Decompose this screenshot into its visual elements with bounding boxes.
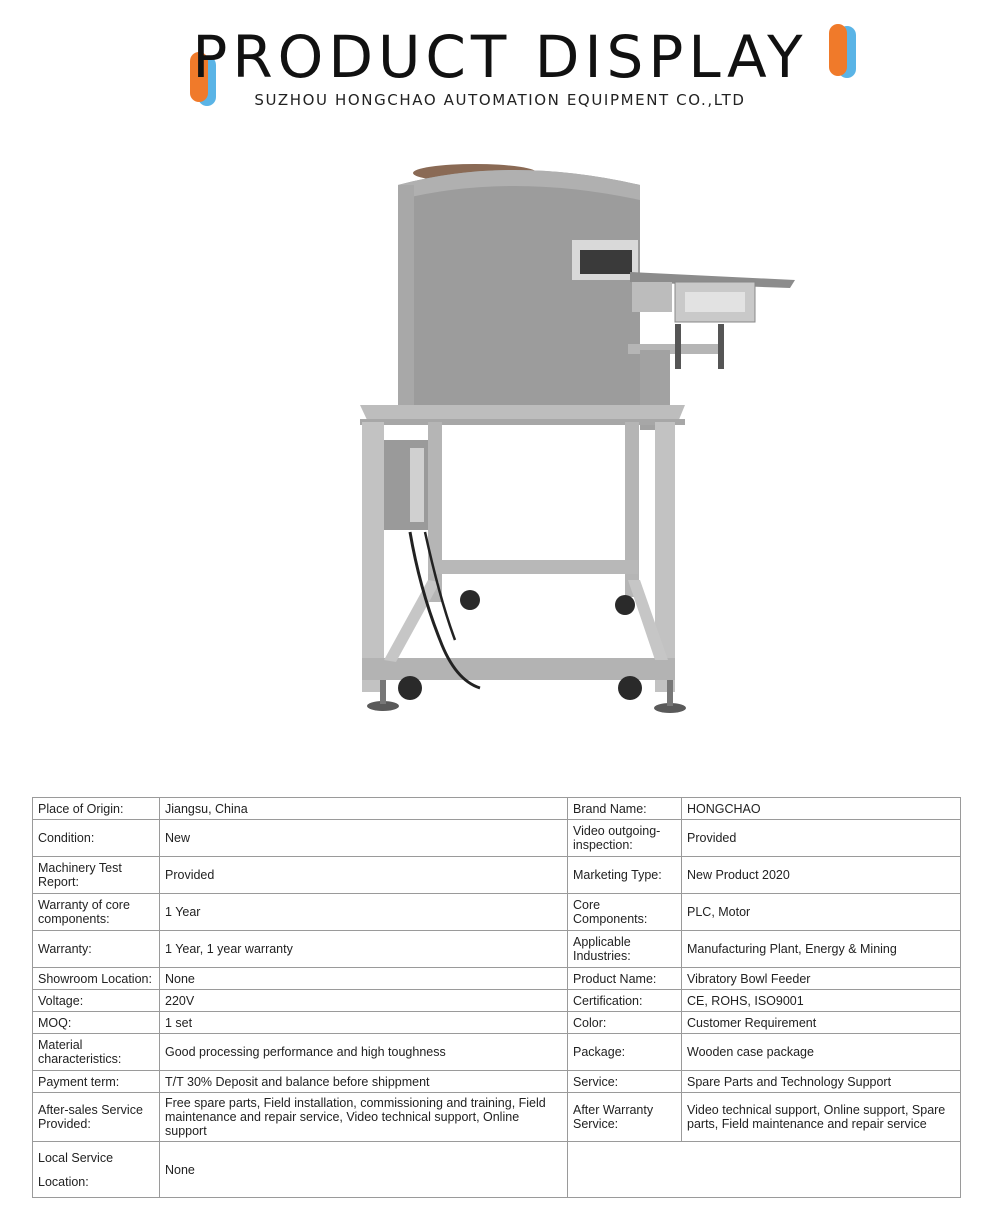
spec-value: Manufacturing Plant, Energy & Mining bbox=[682, 931, 961, 968]
spec-value: HONGCHAO bbox=[682, 798, 961, 820]
spec-label: MOQ: bbox=[33, 1012, 160, 1034]
spec-value: Spare Parts and Technology Support bbox=[682, 1071, 961, 1093]
spec-label: Payment term: bbox=[33, 1071, 160, 1093]
table-row bbox=[33, 990, 961, 1012]
spec-value: CE, ROHS, ISO9001 bbox=[682, 990, 961, 1012]
company-name: SUZHOU HONGCHAO AUTOMATION EQUIPMENT CO.,LTD bbox=[254, 91, 746, 109]
spec-label: Product Name: bbox=[568, 968, 682, 990]
spec-label: Service: bbox=[568, 1071, 682, 1093]
spec-label: Material characteristics: bbox=[33, 1034, 160, 1071]
table-row bbox=[33, 820, 961, 857]
header bbox=[0, 0, 1000, 120]
spec-label: Voltage: bbox=[33, 990, 160, 1012]
table-row bbox=[33, 1071, 961, 1093]
spec-label: Brand Name: bbox=[568, 798, 682, 820]
spec-value: Free spare parts, Field installation, commissioning and training, Field maintenance and repair service, Video technical support, Online support bbox=[160, 1093, 568, 1142]
spec-value: Vibratory Bowl Feeder bbox=[682, 968, 961, 990]
spec-label: Condition: bbox=[33, 820, 160, 857]
spec-label: Local Service Location: bbox=[33, 1142, 160, 1198]
spec-value: New Product 2020 bbox=[682, 857, 961, 894]
spec-label: Core Components: bbox=[568, 894, 682, 931]
table-row bbox=[33, 1034, 961, 1071]
table-row bbox=[33, 1142, 961, 1198]
spec-value: Jiangsu, China bbox=[160, 798, 568, 820]
spec-value: New bbox=[160, 820, 568, 857]
pill-accent-right-icon bbox=[826, 22, 862, 82]
table-row bbox=[33, 968, 961, 990]
spec-value: None bbox=[160, 1142, 568, 1198]
spec-value: None bbox=[160, 968, 568, 990]
spec-value: 220V bbox=[160, 990, 568, 1012]
spec-label: Video outgoing-inspection: bbox=[568, 820, 682, 857]
empty-cell bbox=[568, 1142, 961, 1198]
spec-label: Applicable Industries: bbox=[568, 931, 682, 968]
spec-label: Warranty: bbox=[33, 931, 160, 968]
spec-label: Showroom Location: bbox=[33, 968, 160, 990]
table-row bbox=[33, 857, 961, 894]
spec-value: PLC, Motor bbox=[682, 894, 961, 931]
spec-label: Place of Origin: bbox=[33, 798, 160, 820]
spec-label: Warranty of core components: bbox=[33, 894, 160, 931]
spec-label: Package: bbox=[568, 1034, 682, 1071]
product-photo bbox=[250, 140, 810, 750]
specification-table bbox=[32, 797, 961, 1198]
spec-value: T/T 30% Deposit and balance before shippment bbox=[160, 1071, 568, 1093]
spec-value: 1 Year, 1 year warranty bbox=[160, 931, 568, 968]
spec-label: Machinery Test Report: bbox=[33, 857, 160, 894]
spec-value: 1 Year bbox=[160, 894, 568, 931]
spec-value: Wooden case package bbox=[682, 1034, 961, 1071]
spec-value: Provided bbox=[160, 857, 568, 894]
table-row bbox=[33, 931, 961, 968]
table-row bbox=[33, 1012, 961, 1034]
table-row bbox=[33, 798, 961, 820]
table-row bbox=[33, 1093, 961, 1142]
spec-label: Color: bbox=[568, 1012, 682, 1034]
table-row bbox=[33, 894, 961, 931]
spec-label: After-sales Service Provided: bbox=[33, 1093, 160, 1142]
spec-value: Customer Requirement bbox=[682, 1012, 961, 1034]
spec-label: After Warranty Service: bbox=[568, 1093, 682, 1142]
spec-value: Video technical support, Online support, Spare parts, Field maintenance and repair service bbox=[682, 1093, 961, 1142]
spec-label: Marketing Type: bbox=[568, 857, 682, 894]
spec-value: 1 set bbox=[160, 1012, 568, 1034]
page-title: PRODUCT DISPLAY bbox=[192, 23, 808, 91]
spec-value: Good processing performance and high toughness bbox=[160, 1034, 568, 1071]
spec-label: Certification: bbox=[568, 990, 682, 1012]
vibratory-bowl-feeder-photo-icon bbox=[360, 164, 795, 713]
spec-value: Provided bbox=[682, 820, 961, 857]
